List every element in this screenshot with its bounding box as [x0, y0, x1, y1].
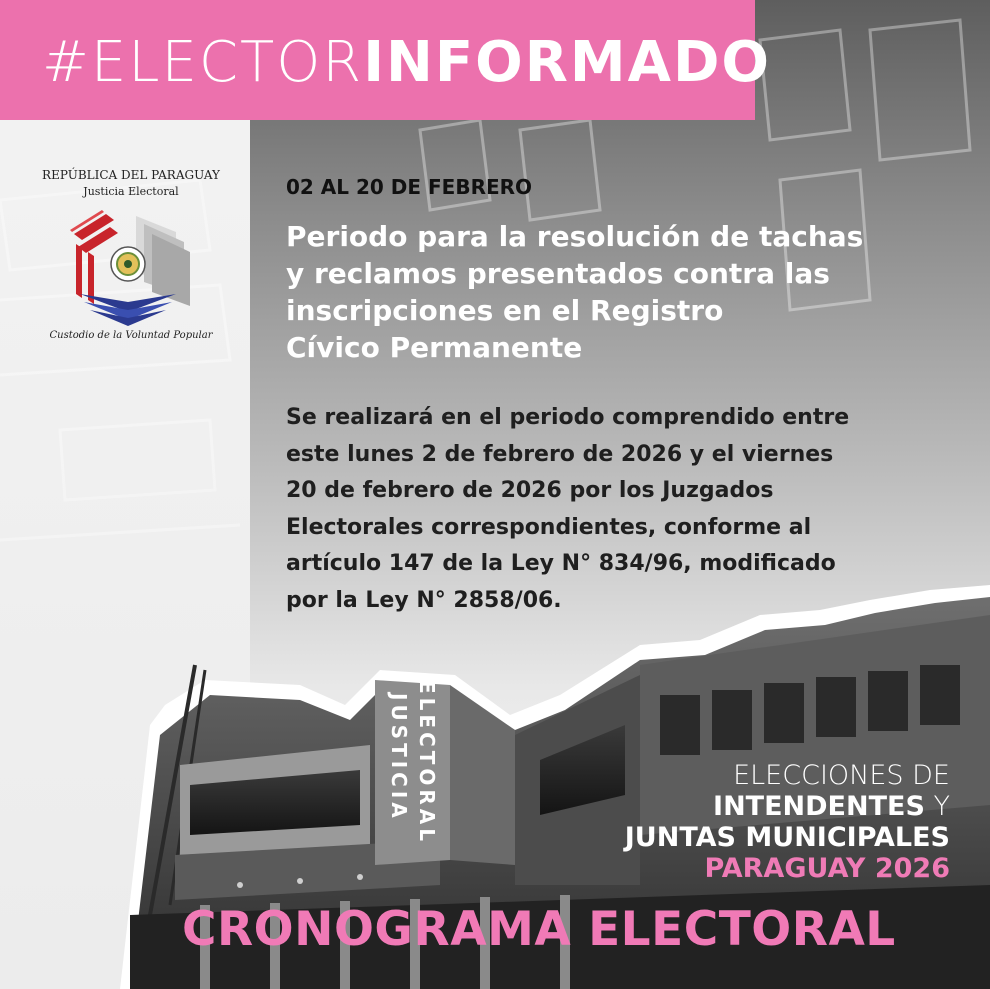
date-range: 02 AL 20 DE FEBRERO	[286, 175, 533, 199]
logo-motto: Custodio de la Voluntad Popular	[49, 330, 213, 341]
hashtag-bold: INFORMADO	[363, 30, 772, 95]
election-block	[625, 760, 950, 884]
announcement-heading	[286, 218, 966, 366]
hashtag-light: #ELECTOR	[42, 30, 364, 95]
body-line: Se realizará en el periodo comprendido entre	[286, 405, 850, 430]
cronograma-title: CRONOGRAMA ELECTORAL	[182, 902, 896, 957]
election-line-4: PARAGUAY 2026	[704, 853, 950, 884]
election-intendentes: INTENDENTES	[713, 791, 925, 822]
body-line: artículo 147 de la Ley N° 834/96, modificado	[286, 551, 836, 576]
body-line: 20 de febrero de 2026 por los Juzgados	[286, 478, 774, 503]
justicia-electoral-logo	[26, 160, 236, 350]
election-line-1: ELECCIONES DE	[733, 760, 950, 791]
body-line: por la Ley N° 2858/06.	[286, 587, 562, 613]
body-line: este lunes 2 de febrero de 2026 y el viernes	[286, 441, 834, 467]
heading-line: Cívico Permanente	[286, 331, 583, 364]
body-line: Electorales correspondientes, conforme al	[286, 514, 812, 540]
justicia-electoral-emblem-icon	[66, 202, 196, 327]
logo-country: REPÚBLICA DEL PARAGUAY	[42, 168, 220, 182]
logo-institution: Justicia Electoral	[83, 185, 179, 198]
heading-line: inscripciones en el Registro	[286, 294, 724, 327]
election-y: Y	[933, 791, 950, 822]
election-line-2	[625, 791, 950, 822]
hashtag-title	[42, 30, 771, 96]
heading-line: y reclamos presentados contra las	[286, 257, 830, 290]
heading-line: Periodo para la resolución de tachas	[286, 220, 864, 253]
election-line-3: JUNTAS MUNICIPALES	[624, 822, 950, 853]
sign-justicia: JUSTICIA	[387, 693, 411, 822]
sign-electoral: ELECTORAL	[415, 680, 439, 846]
